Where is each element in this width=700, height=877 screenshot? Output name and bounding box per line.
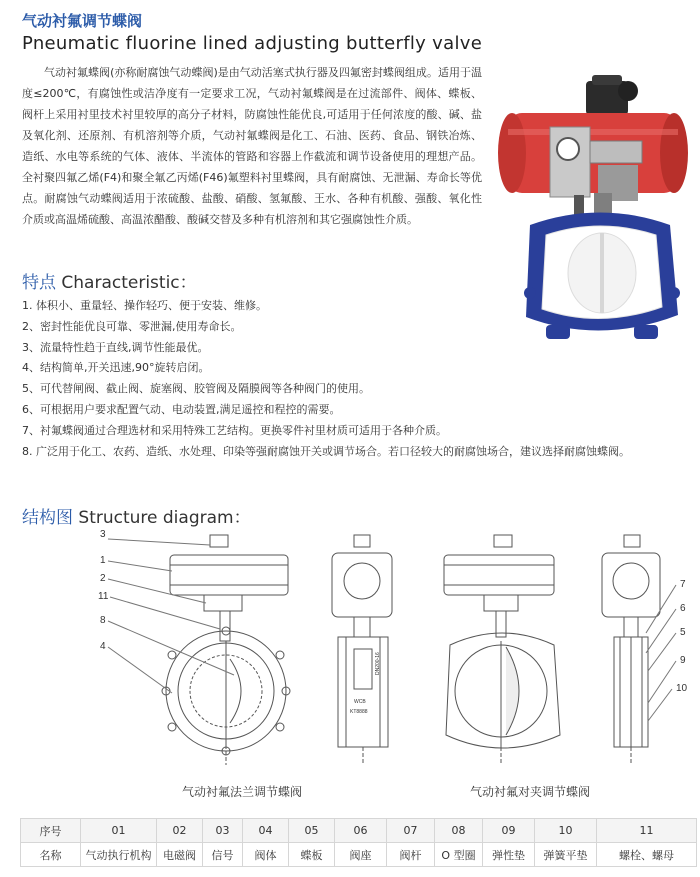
structure-diagram xyxy=(20,525,700,780)
feature-item: 7、衬氟蝶阀通过合理选材和采用特殊工艺结构。更换零件衬里材质可适用于各种介质。 xyxy=(22,423,447,437)
features-list xyxy=(22,296,682,462)
callout-label: 7 xyxy=(680,579,686,590)
table-cell: 螺栓、螺母 xyxy=(597,843,697,867)
caption-flange-valve: 气动衬氟法兰调节蝶阀 xyxy=(182,785,303,799)
feature-item: 5、可代替闸阀、截止阀、旋塞阀、胶管阀及隔膜阀等各种阀门的使用。 xyxy=(22,382,370,396)
feature-item: 4、结构简单,开关迅速,90°旋转启闭。 xyxy=(22,361,210,375)
wafer-valve-side-view xyxy=(602,535,660,765)
feature-item: 3、流量特性趋于直线,调节性能最优。 xyxy=(22,340,209,354)
flange-valve-side-view xyxy=(332,535,392,765)
callout-label: 2 xyxy=(100,573,106,584)
callout-label: 8 xyxy=(100,615,106,626)
table-cell: 01 xyxy=(81,819,157,843)
table-cell: 阀体 xyxy=(243,843,289,867)
intro-text: 气动衬氟蝶阀(亦称耐腐蚀气动蝶阀)是由气动活塞式执行器及四氟密封蝶阀组成。适用于温度≤200℃，有腐蚀性或洁净度有一定要求工况，气动衬氟蝶阀是在过流部件、阀体、蝶板、阀杆上采用衬里技术衬里较厚的高分子材料，防腐蚀性能优良,可适用于任何浓度的酸、碱、盐及氧化剂、还原剂、有机溶剂等介质，气动衬氟蝶阀是化工、石油、医药、食品、钢铁冶炼、造纸、水电等系统的气体、液体、半流体的管路和容器上作截流和调节设备使用的理想产品。全衬聚四氟乙烯(F4)和聚全氟乙丙烯(F46)氟塑料衬里蝶阀，具有耐腐蚀、无泄漏、寿命长等优点。耐腐蚀气动蝶阀适用于浓硫酸、盐酸、硝酸、氢氟酸、王水、各种有机酸、强酸、氧化性介质或高温烯硫酸、高温浓醋酸、酸碱交替及多种有机溶剂和其它强腐蚀性介质。 xyxy=(22,66,482,226)
table-header-cell: 名称 xyxy=(21,843,81,867)
callout-label: 11 xyxy=(98,591,109,602)
features-heading-en: Characteristic： xyxy=(61,273,197,293)
structure-heading-cn: 结构图 xyxy=(22,508,73,528)
intro-paragraph xyxy=(22,62,482,230)
table-cell: 03 xyxy=(203,819,243,843)
table-cell: 05 xyxy=(289,819,335,843)
callout-label: 6 xyxy=(680,603,686,614)
callout-label: 4 xyxy=(100,641,106,652)
callout-label: 9 xyxy=(680,655,686,666)
table-cell: 蝶板 xyxy=(289,843,335,867)
table-cell: 04 xyxy=(243,819,289,843)
table-row xyxy=(21,819,697,843)
nameplate-text: DN200-16 xyxy=(375,652,381,675)
table-cell: 02 xyxy=(157,819,203,843)
feature-item: 8. 广泛用于化工、农药、造纸、水处理、印染等强耐腐蚀开关或调节场合。若口径较大的耐腐蚀场合，建议选择耐腐蚀蝶阀。 xyxy=(22,444,630,458)
flange-valve-front-view xyxy=(162,535,290,765)
page-title-cn: 气动衬氟调节蝶阀 xyxy=(22,12,143,30)
right-callouts xyxy=(646,579,688,721)
table-cell: 08 xyxy=(435,819,483,843)
callout-label: 10 xyxy=(676,683,688,694)
wafer-valve-front-view xyxy=(444,535,560,765)
feature-item: 6、可根据用户要求配置气动、电动装置,满足遥控和程控的需要。 xyxy=(22,402,341,416)
callout-label: 1 xyxy=(100,555,106,566)
table-cell: 阀座 xyxy=(335,843,387,867)
parts-table xyxy=(20,818,697,867)
nameplate-text: KT8888 xyxy=(350,709,368,715)
callout-label: 5 xyxy=(680,627,686,638)
features-heading-cn: 特点 xyxy=(22,273,56,293)
table-cell: 11 xyxy=(597,819,697,843)
structure-heading-en: Structure diagram： xyxy=(78,508,251,528)
features-heading xyxy=(22,268,197,293)
feature-item: 1. 体积小、重量轻、操作轻巧、便于安装、维修。 xyxy=(22,299,267,312)
table-cell: 06 xyxy=(335,819,387,843)
table-cell: 09 xyxy=(483,819,535,843)
table-cell: 07 xyxy=(387,819,435,843)
table-cell: O 型圈 xyxy=(435,843,483,867)
callout-label: 3 xyxy=(100,529,106,540)
page-title-en: Pneumatic fluorine lined adjusting butterfly valve xyxy=(22,33,483,54)
table-cell: 信号 xyxy=(203,843,243,867)
table-cell: 阀杆 xyxy=(387,843,435,867)
table-cell: 弹性垫 xyxy=(483,843,535,867)
nameplate-text: WCB xyxy=(354,699,366,705)
table-cell: 气动执行机构 xyxy=(81,843,157,867)
table-cell: 弹簧平垫 xyxy=(535,843,597,867)
feature-item: 2、密封性能优良可靠、零泄漏,使用寿命长。 xyxy=(22,319,242,333)
table-header-cell: 序号 xyxy=(21,819,81,843)
caption-wafer-valve: 气动衬氟对夹调节蝶阀 xyxy=(470,785,591,799)
table-cell: 10 xyxy=(535,819,597,843)
table-row xyxy=(21,843,697,867)
table-cell: 电磁阀 xyxy=(157,843,203,867)
